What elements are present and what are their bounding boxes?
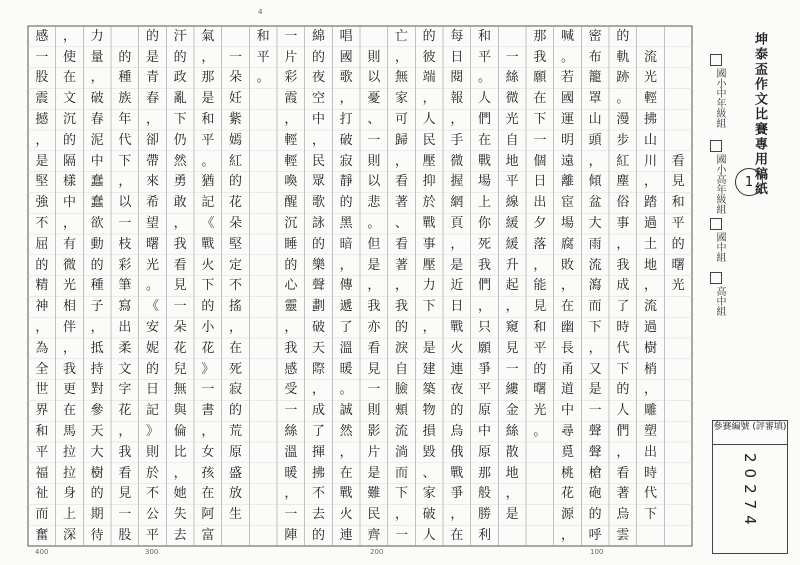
essay-column [255,26,271,546]
essay-column-text: 每 日 閱 報 ， 手 微 握 網 頁 ， 是 近 日 戰 火 連 夜 的 烏 俄 戰 爭 ， 在 [450,28,464,544]
essay-column [421,26,437,546]
essay-column-text: 汗 的 政 亂 下 仍 然 勇 敢 ， 我 看 見 一 朵 花 兒 無 與 倫 比 ， 她 失 去 [173,28,187,544]
essay-column [532,26,548,546]
essay-column-text: 的 是 青 春 ， 卻 帶 來 希 望 曙 光 。 《 安 妮 的 日 記 》 則 於 不 公 平 [145,28,159,544]
essay-column-text: 力 量 ， 破 春 泥 中 蠢 蠢 欲 動 的 種 子 ， 抵 持 對 參 天 大 樹 的 期 待 [90,28,104,544]
essay-column [477,26,493,546]
essay-column-text: 和 平 。 [256,28,270,86]
blank-cell [670,68,686,89]
blank-cell [643,26,659,47]
blank-cell [366,26,382,47]
level-label-4: 高中組 [714,286,725,316]
essay-column-text: 綿 的 夜 空 中 ， 民 眾 歌 詠 的 樂 聲 劃 破 天 際 ， 成 了 揮 拂 不 去 的 [311,28,325,544]
essay-column-text: 看 見 和 平 的 曙 光 [671,153,685,294]
essay-column [338,26,354,546]
essay-column [145,26,161,546]
essay-column-text: 喊 。 若 國 運 明 遠 離 宦 場 腐 敗 ， 在 幽 長 甬 道 中 尋 覓 桃 花 源 ， [560,28,574,544]
footer-mark-4: 100 [590,548,604,556]
essay-column [394,26,410,546]
essay-column [283,26,299,546]
essay-column [449,26,465,546]
essay-column [172,26,188,546]
essay-column-text: 和 平 。 人 們 在 戰 場 上 你 死 我 們 ， 只 願 爭 平 原 中 原 那 般 勝 利 [477,28,491,544]
essay-column-text: ， 使 在 文 沉 的 隔 樣 中 ， 有 微 光 相 伴 ， 我 更 在 馬 拉 拉 身 上 深 [62,28,76,544]
blank-cell [670,47,686,68]
checkbox-level-1[interactable] [710,54,722,66]
blank-cell [670,109,686,130]
essay-column-text: 密 布 籠 罩 山 頭 ， 傾 盆 大 雨 流 瀉 而 下 ， 又 是 一 聲 聲 槍 砲 的 呼 [588,28,602,544]
essay-column-text: 那 我 願 在 下 一 個 日 出 夕 落 ， 能 見 和 平 的 曙 光 。 [533,28,547,440]
essay-column-text: 則 以 憂 、 一 則 以 悲 。 但 是 ， 我 亦 看 見 一 則 影 片 是 難 民 齊 [367,49,381,544]
essay-column [200,26,216,546]
blank-cell [504,26,520,47]
checkbox-level-4[interactable] [710,272,722,284]
footer-mark-3: 200 [370,548,384,556]
essay-column [615,26,631,546]
essay-column-text: 一 絲 微 光 自 地 平 線 緩 緩 升 起 ， 窺 見 一 縷 金 絲 散 地 ， 是 [505,49,519,523]
entry-number: 20274 [741,453,759,531]
level-label-2: 國小高年級組 [714,154,725,214]
essay-column [560,26,576,546]
essay-column [504,26,520,546]
footer-mark-1: 400 [35,548,49,556]
essay-column [34,26,50,546]
essay-column [311,26,327,546]
essay-column-text: 唱 國 歌 ， 打 破 寂 靜 的 黑 暗 ， 傳 遞 了 溫 暖 。 誠 然 ， 在 戰 火 連 [339,28,353,544]
essay-column-text: 亡 ， 無 家 可 歸 ， 看 著 、 看 著 ， 我 的 淚 自 臉 頰 流 淌 而 下 ， 一 [394,28,408,544]
page-number-circle [735,168,763,196]
essay-text-area [28,26,692,546]
page-marker: 4 [258,8,263,16]
checkbox-level-2[interactable] [710,140,722,152]
essay-column [89,26,105,546]
essay-column [587,26,603,546]
blank-cell [670,88,686,109]
form-sidebar [700,22,792,542]
essay-column [228,26,244,546]
essay-column-text: 的 彼 端 ， 人 民 壓 抑 於 戰 事 壓 力 下 ， 是 建 築 物 損 毀 、 家 破 人 [422,28,436,544]
form-title: 坤泰盃作文比賽專用稿紙 [752,32,767,197]
checkbox-level-3[interactable] [710,218,722,230]
essay-column [670,26,686,546]
page-number: 1 [744,174,754,190]
entry-number-box [712,420,788,554]
level-label-1: 國小中年級組 [714,68,725,128]
blank-cell [670,26,686,47]
essay-column [117,26,133,546]
essay-column-text: 感 一 股 震 撼 ， 是 堅 強 不 屈 的 精 神 ， 為 全 世 界 和 平 福 祉 而 奮 [35,28,49,544]
essay-column [366,26,382,546]
essay-column [643,26,659,546]
essay-column [62,26,78,546]
level-label-3: 國中組 [714,232,725,262]
essay-column-text: 的 軌 跡 。 漫 步 紅 塵 俗 事 ， 我 成 了 時 代 下 的 人 們 ， 看 著 烏 雲 [616,28,630,544]
entry-number-title: 參賽編號 (評審填) [713,421,787,445]
blank-cell [228,26,244,47]
essay-column-text: 的 種 族 年 代 下 ， 以 一 枝 彩 筆 寫 出 柔 文 字 花 ， 我 看 見 一 股 [118,49,132,544]
blank-cell [117,26,133,47]
essay-column-text: 流 光 輕 拂 山 川 ， 踏 過 土 地 ， 流 過 樹 梢 ， 雕 塑 出 時 代 下 [643,49,657,523]
essay-column-text: 一 片 彩 霞 ， 輕 輕 喚 醒 沉 睡 的 心 靈 ， 我 感 受 一 絲 溫 暖 ， 一 陣 [284,28,298,544]
essay-column-text: 一 朵 妊 紫 嫣 紅 的 花 朵 堅 定 不 搖 ， 在 死 寂 的 荒 原 盛 放 生 [228,49,242,523]
footer-mark-2: 300 [145,548,159,556]
blank-cell [670,130,686,151]
essay-column-text: 氣 ， 那 是 和 平 。 猶 記 《 戰 火 下 的 小 花 》 一 書 ， 女 孩 在 阿 富 [201,28,215,544]
